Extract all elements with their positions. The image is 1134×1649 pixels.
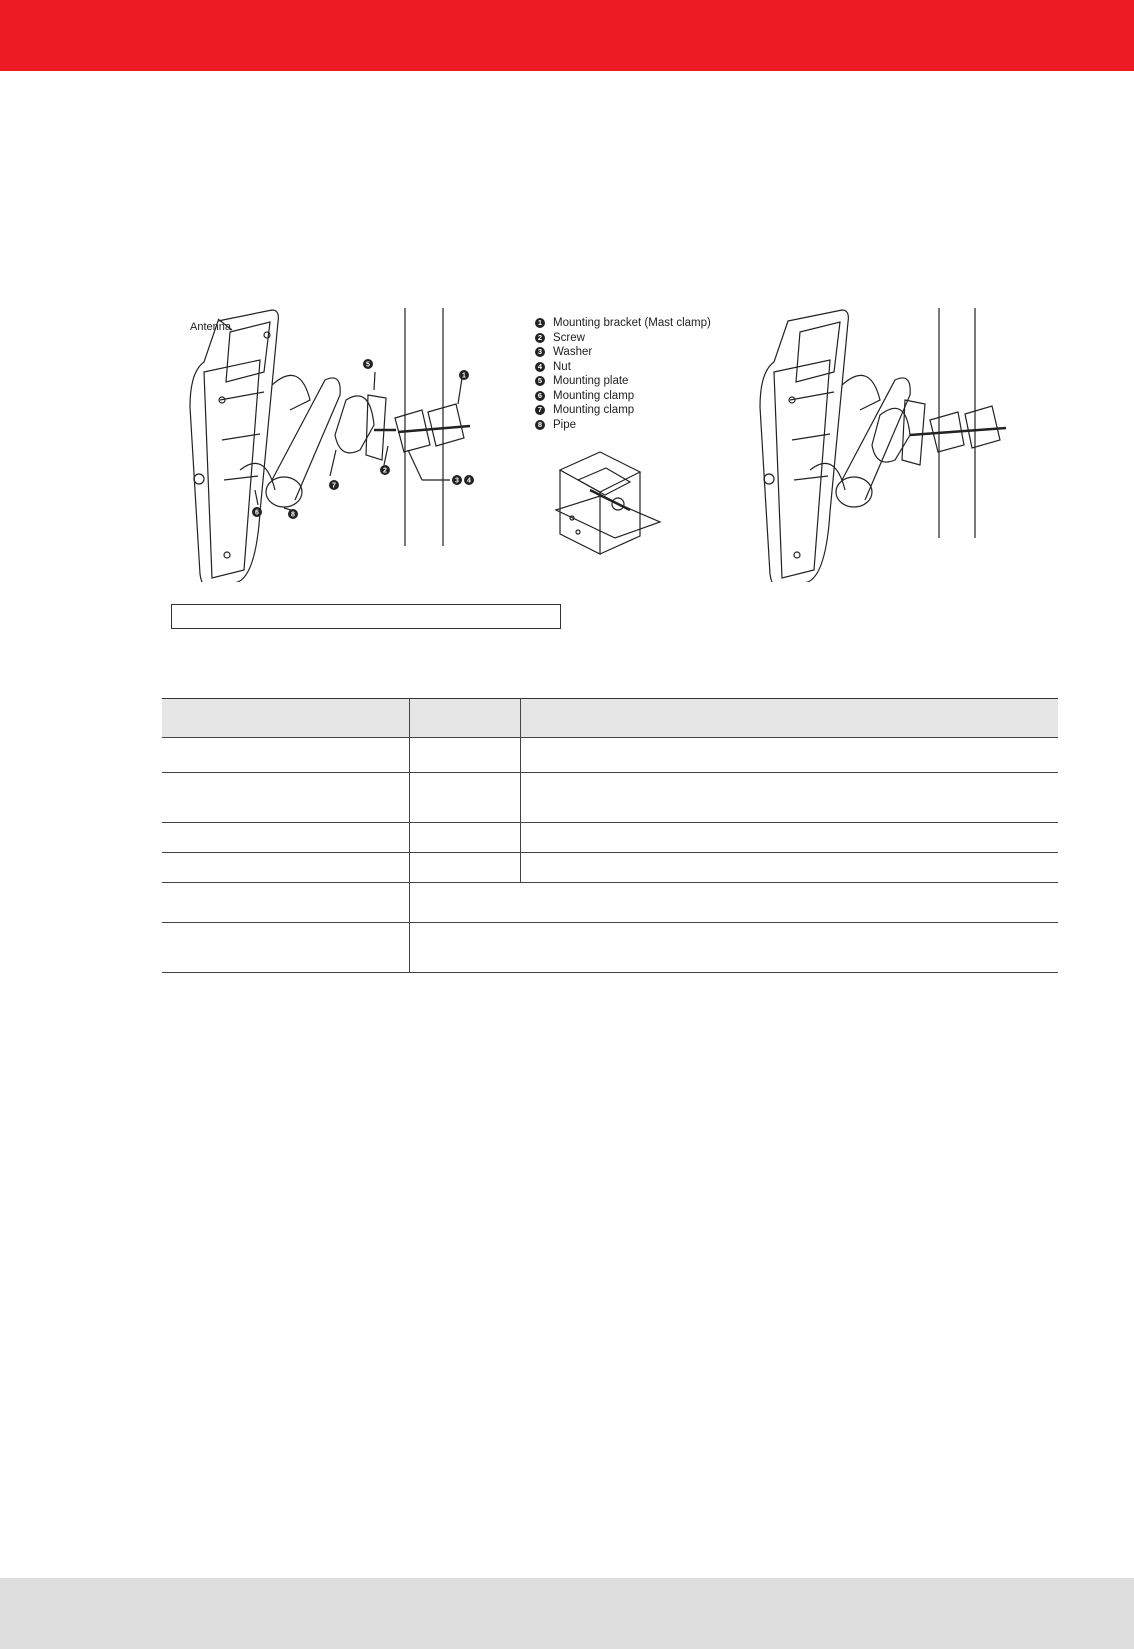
legend-number: 6 — [535, 391, 545, 401]
spec-table — [162, 698, 1058, 973]
callout-2: 2 — [383, 467, 387, 475]
callout-8: 8 — [291, 511, 295, 519]
callout-1: 1 — [462, 372, 466, 380]
legend-item — [535, 316, 745, 331]
table-cell — [162, 923, 410, 973]
legend-item — [535, 403, 745, 418]
legend-item — [535, 418, 745, 433]
footer-bar — [0, 1578, 1134, 1649]
table-cell — [521, 823, 1059, 853]
legend-number: 4 — [535, 362, 545, 372]
legend-number: 1 — [535, 318, 545, 328]
antenna-label: Antenna — [190, 321, 231, 333]
callout-6: 6 — [255, 509, 259, 517]
callout-7: 7 — [332, 482, 336, 490]
header-bar — [0, 0, 1134, 71]
legend-number: 7 — [535, 405, 545, 415]
table-cell — [162, 738, 410, 773]
table-cell-merged — [410, 883, 1059, 923]
table-header-row — [162, 699, 1058, 738]
table-row — [162, 883, 1058, 923]
legend-label: Pipe — [553, 418, 577, 431]
legend-number: 8 — [535, 420, 545, 430]
table-cell — [162, 773, 410, 823]
table-cell — [162, 823, 410, 853]
callout-5: 5 — [366, 361, 370, 369]
legend-item — [535, 345, 745, 360]
legend-item — [535, 374, 745, 389]
legend-number: 3 — [535, 347, 545, 357]
legend-label: Mounting plate — [553, 375, 629, 388]
table-cell — [162, 883, 410, 923]
legend-label: Mounting clamp — [553, 404, 635, 417]
table-row — [162, 773, 1058, 823]
table-cell — [521, 853, 1059, 883]
legend-label: Screw — [553, 331, 585, 344]
table-cell — [410, 853, 521, 883]
table-row — [162, 923, 1058, 973]
legend-number: 2 — [535, 333, 545, 343]
table-cell-merged — [410, 923, 1059, 973]
table-cell — [521, 738, 1059, 773]
legend-label: Nut — [553, 360, 571, 373]
table-cell — [410, 738, 521, 773]
legend-item — [535, 389, 745, 404]
table-row — [162, 823, 1058, 853]
table-row — [162, 853, 1058, 883]
table-cell — [410, 773, 521, 823]
table-row — [162, 738, 1058, 773]
table-cell — [162, 853, 410, 883]
legend-label: Mounting clamp — [553, 389, 635, 402]
callout-3: 3 — [455, 477, 459, 485]
table-header-cell — [521, 699, 1059, 738]
table-header-cell — [162, 699, 410, 738]
table-cell — [410, 823, 521, 853]
legend-number: 5 — [535, 376, 545, 386]
legend-item — [535, 331, 745, 346]
legend-label: Washer — [553, 346, 593, 359]
legend-label: Mounting bracket (Mast clamp) — [553, 317, 711, 330]
legend-item — [535, 360, 745, 375]
table-cell — [521, 773, 1059, 823]
callout-4: 4 — [467, 477, 471, 485]
figure-caption-box — [171, 604, 561, 629]
parts-legend — [535, 316, 745, 432]
table-header-cell — [410, 699, 521, 738]
